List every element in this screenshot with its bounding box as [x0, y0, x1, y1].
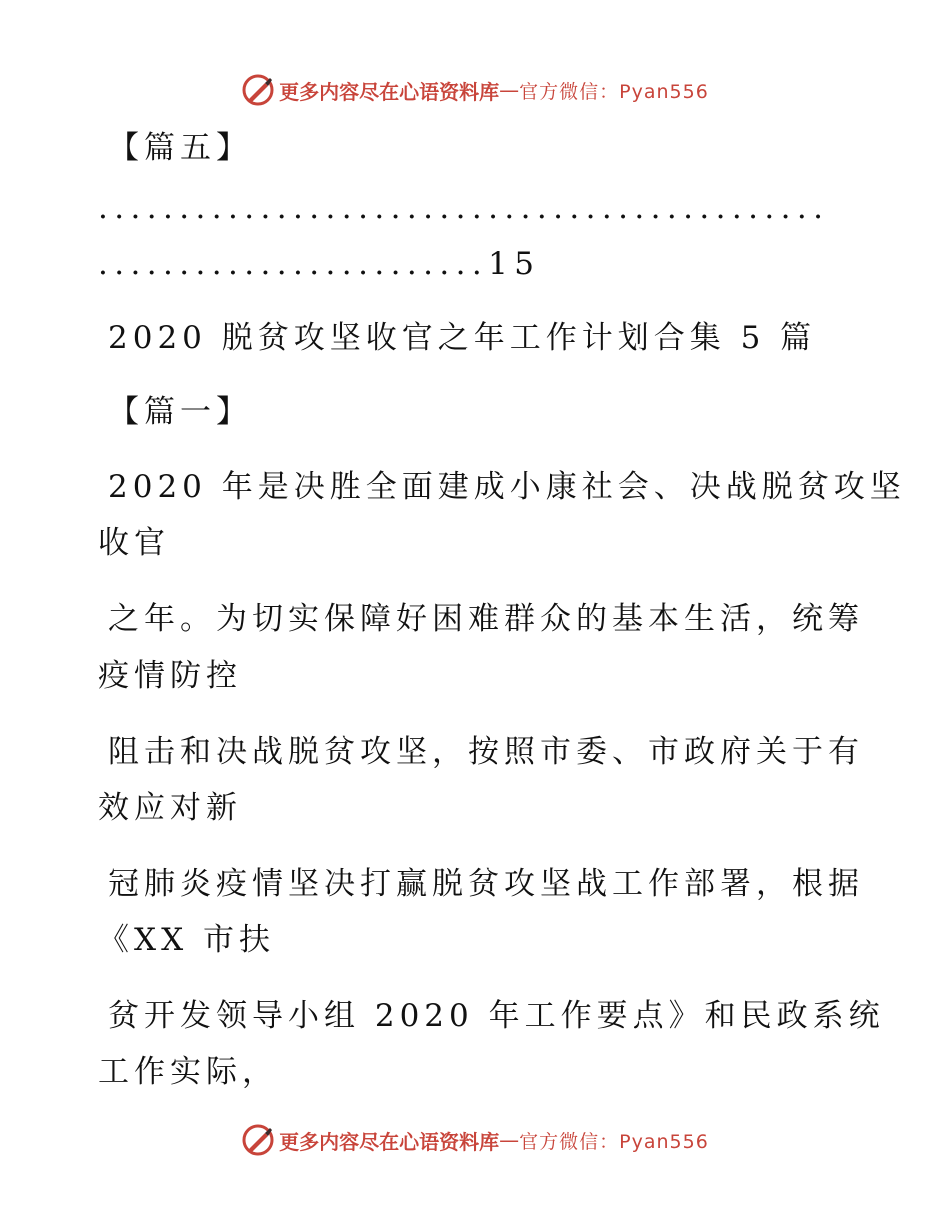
paragraph-line: 之年。为切实保障好困难群众的基本生活，统筹 [108, 601, 864, 637]
paragraph-line: 2020 年是决胜全面建成小康社会、决战脱贫攻坚 [108, 469, 906, 505]
watermark-dash: — [499, 1128, 520, 1152]
toc-dots-line-1: ............................................. [98, 190, 830, 226]
header-watermark [0, 70, 950, 110]
document-title: 2020 脱贫攻坚收官之年工作计划合集 5 篇 [108, 320, 817, 356]
watermark-dash: — [499, 78, 520, 102]
paragraph-line: 贫开发领导小组 2020 年工作要点》和民政系统 [108, 998, 885, 1034]
paragraph-line: 收官 [98, 525, 170, 561]
pen-logo-icon [241, 73, 275, 107]
footer-watermark [0, 1120, 950, 1160]
paragraph-line: 工作实际， [98, 1054, 278, 1090]
section-heading: 【篇一】 [108, 394, 252, 430]
watermark-sub-text: 官方微信：Pyan556 [519, 1130, 709, 1153]
pen-logo-icon [241, 1123, 275, 1157]
watermark-main-text: 更多内容尽在心语资料库 [279, 1129, 500, 1154]
toc-dots-line-2: ........................15 [98, 246, 541, 282]
paragraph-line: 疫情防控 [98, 658, 242, 694]
paragraph-line: 冠肺炎疫情坚决打赢脱贫攻坚战工作部署，根据 [108, 866, 864, 902]
paragraph-line: 效应对新 [98, 790, 242, 826]
toc-entry: 【篇五】 [108, 130, 252, 166]
paragraph-line: 《XX 市扶 [98, 922, 275, 958]
watermark-sub-text: 官方微信：Pyan556 [519, 80, 709, 103]
watermark-main-text: 更多内容尽在心语资料库 [279, 79, 500, 104]
paragraph-line: 阻击和决战脱贫攻坚，按照市委、市政府关于有 [108, 734, 864, 770]
